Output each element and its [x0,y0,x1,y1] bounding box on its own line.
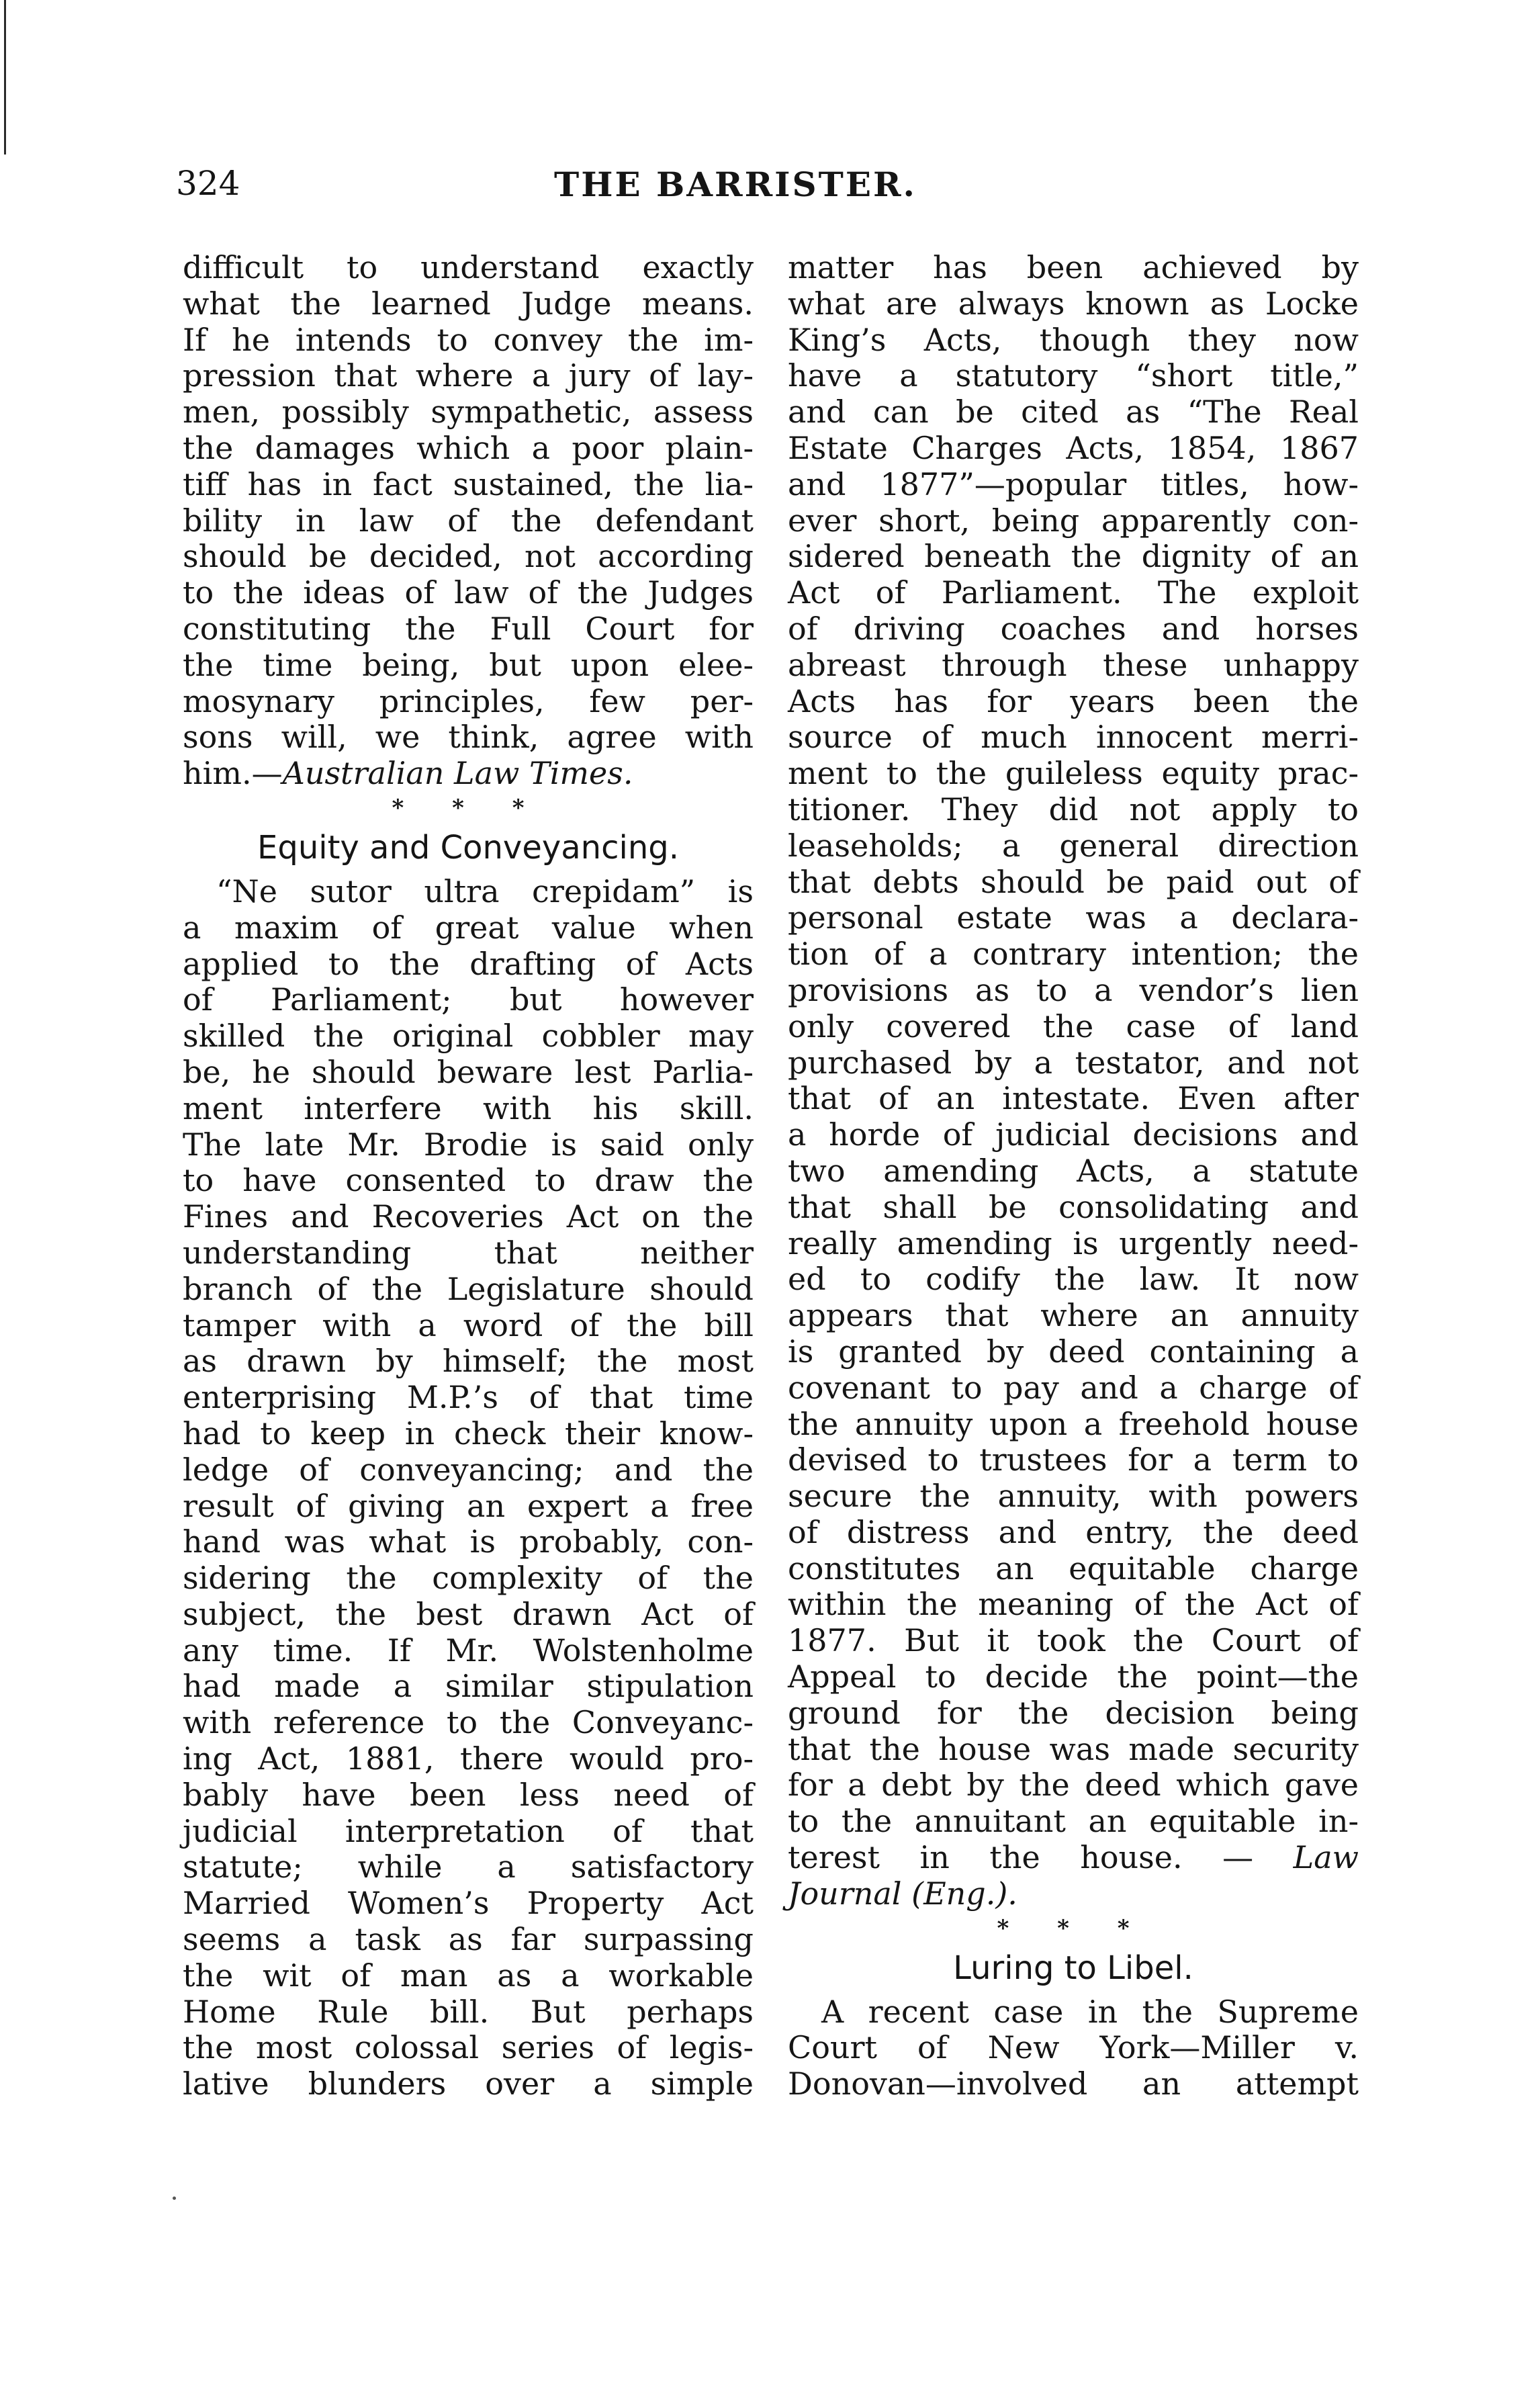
text-line: purchased by a testator, and not [788,1044,1359,1081]
article-heading-equity-and-conveyancing: Equity and Conveyancing. [257,828,679,867]
text-line: matter has been achieved by [788,249,1359,285]
text-line: and can be cited as “The Real [788,394,1359,431]
page-number: 324 [176,164,240,203]
text-line: any time. If Mr. Wolstenholme [183,1632,754,1669]
text-line: If he intends to convey the im- [183,321,754,358]
running-title: THE BARRISTER. [554,165,917,204]
left-column [183,250,754,2102]
text-line: men, possibly sympathetic, assess [183,394,754,431]
text-line: ledge of conveyancing; and the [183,1451,754,1488]
source-citation: Australian Law Times. [282,755,633,792]
text-line: is granted by deed containing a [788,1333,1359,1370]
text-line: source of much innocent merri- [788,719,1359,756]
text-line: had to keep in check their know- [183,1415,754,1452]
text-line: Act of Parliament. The exploit [788,574,1359,611]
text-line: ground for the decision being [788,1694,1359,1731]
text-line: bility in law of the defendant [183,502,754,539]
text-line: only covered the case of land [788,1008,1359,1045]
text-line: ment to the guileless equity prac- [788,755,1359,792]
text-line: Married Women’s Property Act [183,1885,754,1922]
text-line: leaseholds; a general direction [788,827,1359,864]
running-head [176,164,1371,227]
text-line: devised to trustees for a term to [788,1442,1359,1478]
text-line: tion of a contrary intention; the [788,936,1359,973]
text-line: hand was what is probably, con- [183,1523,754,1560]
text-line: Acts has for years been the [788,682,1359,719]
text-line: judicial interpretation of that [183,1812,754,1849]
text-line: two amending Acts, a statute [788,1152,1359,1189]
text-line: statute; while a satisfactory [183,1849,754,1886]
text-line: ever short, being apparently con- [788,502,1359,539]
text-line: constituting the Full Court for [183,610,754,647]
text-line: covenant to pay and a charge of [788,1369,1359,1406]
text-line: understanding that neither [183,1234,754,1271]
text-line: Fines and Recoveries Act on the [183,1198,754,1235]
text-line: and 1877”—popular titles, how- [788,466,1359,502]
section-divider-stars: * * * [997,1914,1150,1942]
text-line: difficult to understand exactly [183,249,754,285]
article-luring-to-libel [788,1994,1359,2102]
text-line: really amending is urgently need- [788,1225,1359,1261]
text-line: a horde of judicial decisions and [788,1116,1359,1153]
ink-speck [173,2197,176,2200]
text-line: provisions as to a vendor’s lien [788,971,1359,1008]
text-line: that debts should be paid out of [788,863,1359,900]
text-line: Donovan—involved an attempt [788,2066,1359,2102]
text-line: enterprising M.P.’s of that time [183,1379,754,1416]
text-line: that shall be consolidating and [788,1188,1359,1225]
source-line [183,756,754,792]
text-line: pression that where a jury of lay- [183,357,754,394]
text-line: ment interfere with his skill. [183,1090,754,1126]
text-line: “Ne sutor ultra crepidam” is [216,873,754,910]
text-line: mosynary principles, few per- [183,682,754,719]
text-line: of distress and entry, the deed [788,1513,1359,1550]
text-line: personal estate was a declara- [788,899,1359,936]
text-line: ing Act, 1881, there would pro- [183,1740,754,1777]
text-line: of driving coaches and horses [788,610,1359,647]
article-heading-luring-to-libel: Luring to Libel. [953,1949,1193,1987]
text-line: skilled the original cobbler may [183,1018,754,1055]
text-line: bably have been less need of [183,1776,754,1813]
text-line: sidered beneath the dignity of an [788,538,1359,575]
source-line [788,1840,1359,1876]
text-line: what the learned Judge means. [183,285,754,322]
text-line: that of an intestate. Even after [788,1080,1359,1117]
text-line: sidering the complexity of the [183,1560,754,1597]
text-line: the time being, but upon elee- [183,646,754,683]
source-citation: Journal (Eng.). [788,1875,1017,1912]
text-line: as drawn by himself; the most [183,1343,754,1380]
text-line: the most colossal series of legis- [183,2029,754,2066]
article-australian-law-times [183,250,754,792]
text-line: what are always known as Locke [788,285,1359,322]
text-line: applied to the drafting of Acts [183,945,754,982]
text-line: to the ideas of law of the Judges [183,574,754,611]
article-equity-and-conveyancing-continued [788,250,1359,1912]
text-line: titioner. They did not apply to [788,791,1359,828]
text-line: branch of the Legislature should [183,1270,754,1307]
text-line: to the annuitant an equitable in- [788,1803,1359,1840]
text-line: sons will, we think, agree with [183,719,754,756]
text-line: result of giving an expert a free [183,1487,754,1524]
text-line: lative blunders over a simple [183,2066,754,2102]
text-line: tiff has in fact sustained, the lia- [183,466,754,502]
text-line: ed to codify the law. It now [788,1261,1359,1298]
text-line: that the house was made security [788,1730,1359,1767]
text-line: be, he should beware lest Parlia- [183,1053,754,1090]
text-line: A recent case in the Supreme [821,1993,1359,2030]
text-line: had made a similar stipulation [183,1668,754,1705]
text-line: the wit of man as a workable [183,1957,754,1994]
text-fragment: terest in the house. — [788,1839,1254,1876]
text-line: The late Mr. Brodie is said only [183,1126,754,1163]
text-line: subject, the best drawn Act of [183,1595,754,1632]
scan-edge-mark [4,0,6,154]
text-line: the damages which a poor plain- [183,429,754,466]
text-line: within the meaning of the Act of [788,1586,1359,1623]
text-line: to have consented to draw the [183,1162,754,1199]
text-line: seems a task as far surpassing [183,1921,754,1958]
text-line: abreast through these unhappy [788,646,1359,683]
text-line: Court of New York—Miller v. [788,2029,1359,2066]
text-line: secure the annuity, with powers [788,1478,1359,1515]
section-divider-stars: * * * [392,794,545,822]
text-line: appears that where an annuity [788,1297,1359,1334]
text-line: constitutes an equitable charge [788,1550,1359,1587]
text-line: 1877. But it took the Court of [788,1622,1359,1659]
text-line: King’s Acts, though they now [788,321,1359,358]
text-line: for a debt by the deed which gave [788,1767,1359,1804]
text-line: have a statutory “short title,” [788,357,1359,394]
text-line: Home Rule bill. But perhaps [183,1993,754,2030]
text-line: with reference to the Conveyanc- [183,1704,754,1741]
right-column [788,250,1359,2102]
text-line: tamper with a word of the bill [183,1306,754,1343]
text-fragment: him.— [183,755,283,792]
source-citation: Law [1293,1839,1359,1876]
text-line: Estate Charges Acts, 1854, 1867 [788,429,1359,466]
text-line: Appeal to decide the point—the [788,1658,1359,1695]
article-equity-and-conveyancing [183,874,754,2102]
text-line: of Parliament; but however [183,981,754,1018]
text-line: the annuity upon a freehold house [788,1405,1359,1442]
source-line [788,1876,1359,1912]
text-line: a maxim of great value when [183,909,754,946]
text-line: should be decided, not according [183,538,754,575]
